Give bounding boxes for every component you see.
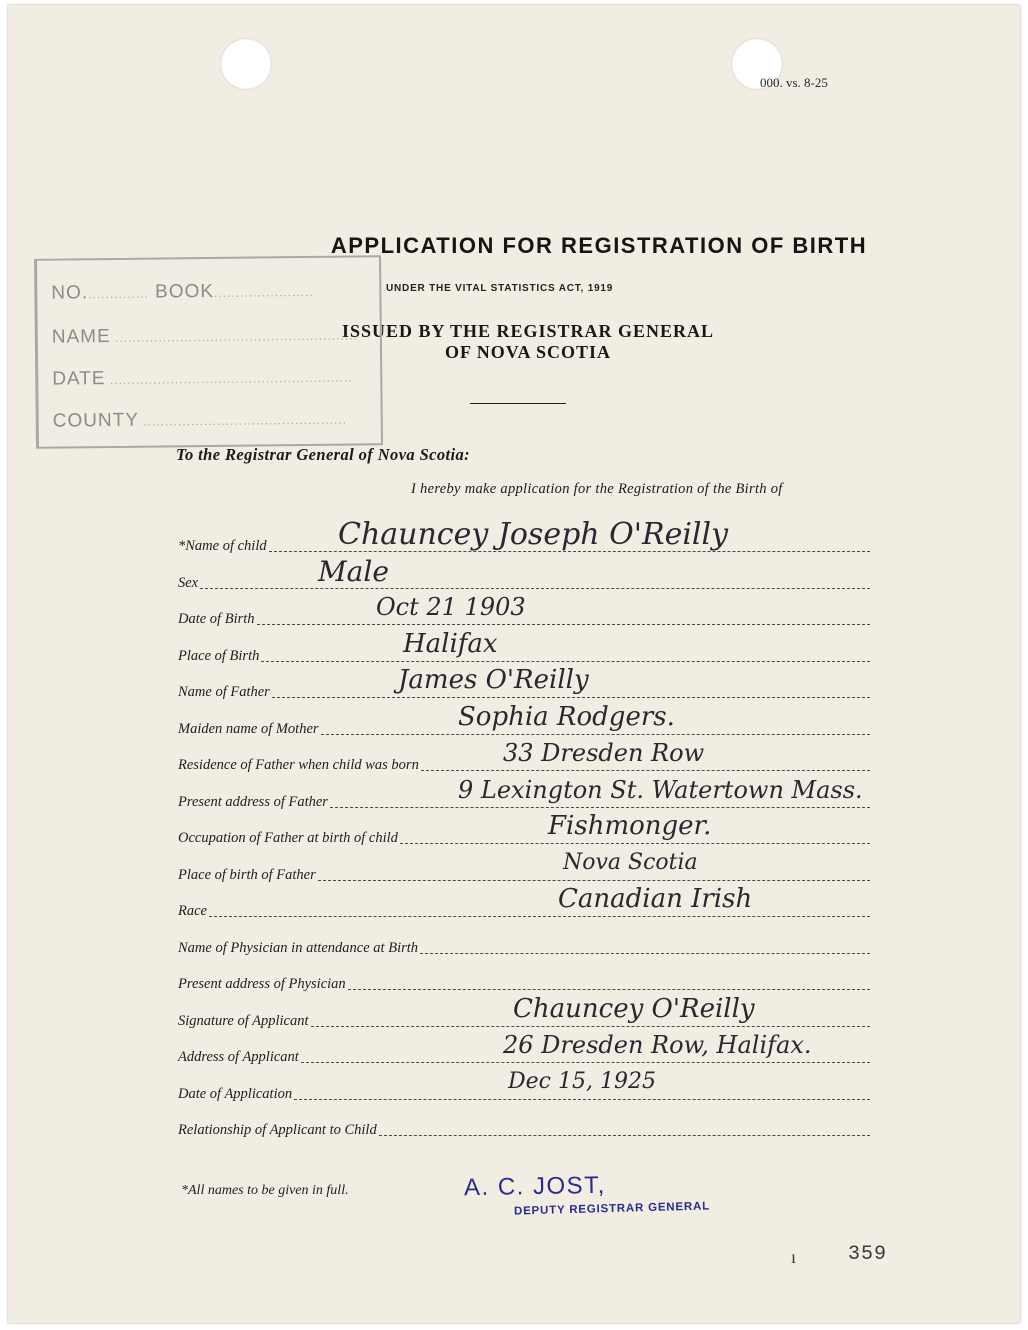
salutation: To the Registrar General of Nova Scotia:: [176, 445, 471, 464]
page-number: 359: [848, 1243, 888, 1266]
field-leader-line: [420, 952, 870, 954]
field-row: [178, 643, 870, 665]
form-code: 000. vs. 8-25: [760, 75, 828, 90]
field-row: [178, 971, 870, 993]
field-leader-line: [301, 1061, 870, 1063]
field-handwritten-value: Canadian Irish: [558, 883, 753, 914]
stamp-name-row: NAME ........................................................: [51, 326, 358, 348]
field-leader-line: [318, 879, 870, 881]
field-leader-line: [330, 806, 870, 808]
field-handwritten-value: Oct 21 1903: [376, 592, 526, 621]
field-handwritten-value: Dec 15, 1925: [508, 1068, 656, 1094]
field-label: Name of Father: [178, 684, 270, 700]
punch-hole-left: [220, 38, 272, 90]
field-leader-line: [348, 988, 870, 990]
field-label: Relationship of Applicant to Child: [178, 1122, 377, 1138]
field-leader-line: [421, 769, 870, 771]
field-leader-line: [311, 1025, 871, 1027]
field-handwritten-value: 9 Lexington St. Watertown Mass.: [458, 775, 863, 804]
act-subtitle: UNDER THE VITAL STATISTICS ACT, 1919: [386, 283, 614, 294]
field-label: Name of Physician in attendance at Birth: [178, 940, 419, 956]
footnote: *All names to be given in full.: [181, 1183, 349, 1198]
field-label: Present address of Physician: [178, 976, 346, 992]
field-label: Date of Birth: [178, 611, 255, 627]
stamp-name-label: NAME: [51, 326, 111, 348]
title-divider: [470, 403, 566, 404]
field-handwritten-value: 26 Dresden Row, Halifax.: [503, 1030, 812, 1059]
field-handwritten-value: Halifax: [403, 628, 498, 659]
field-handwritten-value: Nova Scotia: [563, 849, 698, 875]
field-handwritten-value: Sophia Rodgers.: [458, 701, 675, 732]
field-label: *Name of child: [178, 538, 267, 554]
document-page: [8, 5, 1020, 1323]
issued-by-line-2: OF NOVA SCOTIA: [444, 342, 612, 362]
stamp-no-row: NO............... BOOK.......................: [51, 280, 314, 304]
field-leader-line: [272, 696, 870, 698]
field-label: Occupation of Father at birth of child: [178, 830, 398, 846]
field-leader-line: [261, 660, 870, 662]
field-label: Present address of Father: [178, 794, 328, 810]
issued-by-line-1: ISSUED BY THE REGISTRAR GENERAL: [341, 321, 715, 341]
field-label: Sex: [178, 575, 199, 591]
field-handwritten-value: Male: [318, 554, 389, 588]
registry-stamp-box: [34, 255, 383, 449]
tick-mark: ı: [791, 1247, 797, 1267]
field-row: [178, 862, 870, 884]
stamp-county-label: COUNTY: [52, 409, 140, 432]
stamp-date-label: DATE: [52, 368, 106, 390]
field-label: Place of Birth: [178, 648, 260, 664]
field-leader-line: [200, 587, 870, 589]
field-handwritten-value: Fishmonger.: [548, 810, 712, 841]
field-leader-line: [294, 1098, 870, 1100]
field-label: Race: [178, 903, 207, 919]
field-handwritten-value: James O'Reilly: [398, 664, 589, 695]
page-title: APPLICATION FOR REGISTRATION OF BIRTH: [330, 233, 868, 258]
stamp-no-label: NO.: [51, 282, 89, 304]
field-leader-line: [257, 623, 870, 625]
official-stamp-title: DEPUTY REGISTRAR GENERAL: [513, 1200, 711, 1218]
field-handwritten-value: Chauncey O'Reilly: [513, 993, 755, 1024]
stamp-county-row: COUNTY ...............................................: [52, 409, 348, 432]
field-row: [178, 935, 870, 957]
field-leader-line: [400, 842, 870, 844]
field-row: [178, 825, 870, 847]
official-stamp-name: A. C. JOST,: [463, 1171, 607, 1202]
stamp-book-label: BOOK: [155, 280, 215, 303]
field-label: Address of Applicant: [178, 1049, 299, 1065]
field-row: [178, 898, 870, 920]
field-label: Residence of Father when child was born: [178, 757, 419, 773]
intro-statement: I hereby make application for the Registration of the Birth of: [411, 481, 783, 497]
field-row: [178, 1117, 870, 1139]
field-row: [178, 570, 870, 592]
field-leader-line: [321, 733, 870, 735]
field-label: Date of Application: [178, 1086, 293, 1102]
field-label: Signature of Applicant: [178, 1013, 309, 1029]
field-label: Place of birth of Father: [178, 867, 316, 883]
field-label: Maiden name of Mother: [178, 721, 319, 737]
field-handwritten-value: 33 Dresden Row: [503, 738, 705, 767]
field-handwritten-value: Chauncey Joseph O'Reilly: [338, 516, 729, 552]
field-leader-line: [209, 915, 870, 917]
stamp-date-row: DATE ........................................................: [52, 368, 353, 390]
field-leader-line: [379, 1134, 870, 1136]
